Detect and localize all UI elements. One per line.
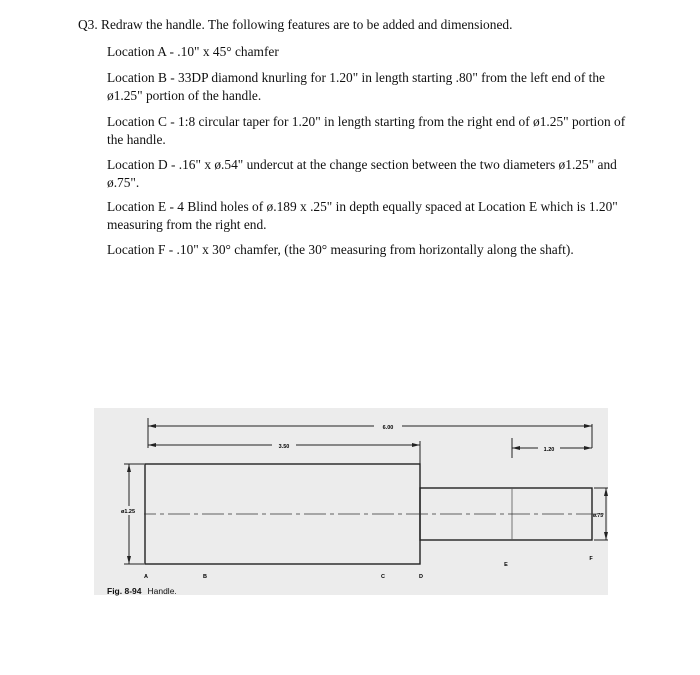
location-c-label: C [381, 574, 385, 580]
arrowhead [584, 446, 592, 450]
location-d-text: Location D - .16" x ø.54" undercut at the change section between the two diameters ø1.25" and ø.75". [107, 157, 617, 190]
handle-drawing [94, 408, 608, 595]
arrowhead [584, 424, 592, 428]
handle-drawing-figure [94, 408, 608, 595]
arrowhead [604, 532, 608, 540]
arrowhead [412, 443, 420, 447]
figure-caption-label: Fig. 8-94 [107, 586, 142, 596]
location-e-label: E [504, 562, 508, 568]
location-d-label: D [419, 574, 423, 580]
figure-caption-text: Handle. [147, 586, 177, 596]
location-a-text: Location A - .10" x 45° chamfer [107, 44, 279, 59]
arrowhead [127, 556, 131, 564]
dia-large-label: ø1.25 [120, 509, 136, 515]
dia-small-label: ø.75 [592, 513, 603, 519]
arrowhead [512, 446, 520, 450]
location-a-label: A [144, 574, 148, 580]
arrowhead [148, 443, 156, 447]
location-c-text: Location C - 1:8 circular taper for 1.20" in length starting from the right end of ø1.25" portion of the handle. [107, 114, 626, 147]
dim-overall-label: 6.00 [382, 425, 394, 431]
arrowhead [604, 488, 608, 496]
location-f-text: Location F - .10" x 30° chamfer, (the 30° measuring from horizontally along the shaft). [107, 242, 574, 257]
figure-caption [107, 586, 177, 596]
dim-right-label: 1.20 [543, 447, 555, 453]
question-title: Q3. Redraw the handle. The following features are to be added and dimensioned. [78, 17, 513, 32]
location-b-text: Location B - 33DP diamond knurling for 1.20" in length starting .80" from the left end of the ø1.25" portion of the handle. [107, 70, 605, 103]
location-b-label: B [203, 574, 207, 580]
arrowhead [127, 464, 131, 472]
arrowhead [148, 424, 156, 428]
location-e-text: Location E - 4 Blind holes of ø.189 x .25" in depth equally spaced at Location E which is 1.20" measuring from the right end. [107, 199, 618, 232]
dim-large-section-label: 3.50 [278, 444, 290, 450]
location-f-label: F [589, 556, 593, 562]
